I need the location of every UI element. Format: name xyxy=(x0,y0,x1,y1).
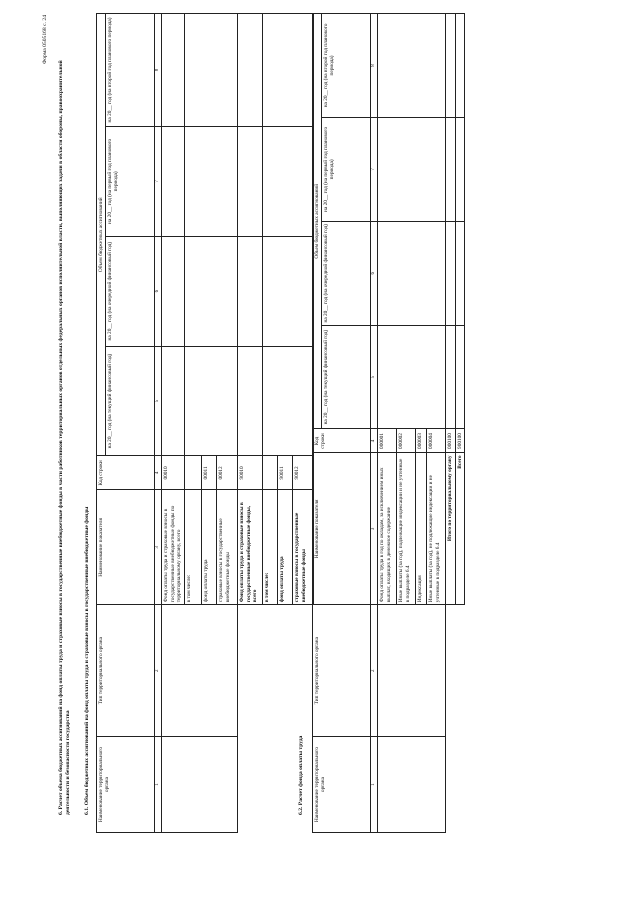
total-all-label: Всего xyxy=(455,453,464,605)
header-group: Объем бюджетных ассигнований xyxy=(313,14,322,430)
value-cell[interactable] xyxy=(238,236,263,346)
col-number: 3 xyxy=(155,490,162,605)
value-cell[interactable] xyxy=(238,126,263,236)
col-number: 5 xyxy=(371,325,378,429)
territorial-body-cell[interactable] xyxy=(162,737,238,833)
table-row-label: в том числе: xyxy=(263,490,278,605)
value-cell[interactable] xyxy=(238,14,263,127)
form-number: Форма 0505168 с. 24 xyxy=(42,15,48,65)
header-col3: Наименование показателя xyxy=(313,453,371,605)
total-territorial-label: Итого по территориальному органу xyxy=(446,453,455,605)
table-row-label: Индексация xyxy=(416,453,427,605)
col-number: 8 xyxy=(371,14,378,118)
table-row-label: фонд оплаты труда xyxy=(278,490,293,605)
header-col5: на 20__ год (на текущий финансовый год) xyxy=(322,325,371,429)
table-row-label: в том числе: xyxy=(185,490,202,605)
value-cell[interactable] xyxy=(162,346,185,456)
table-row-label: Иные выплаты (за год), подлежащие индексации и не учтенные в подразделе 6.4 xyxy=(397,453,416,605)
value-cell[interactable] xyxy=(263,236,314,346)
header-col3: Наименование показателя xyxy=(97,490,155,605)
header-col7: на 20__ год (на первый год планового периода) xyxy=(322,117,371,221)
header-col2: Тип территориального органа xyxy=(97,605,155,737)
header-col4: Код строки xyxy=(313,429,371,453)
table-row-code: 90010 xyxy=(238,456,263,490)
table-row-code xyxy=(185,456,202,490)
value-cell[interactable] xyxy=(455,14,464,118)
value-cell[interactable] xyxy=(455,221,464,325)
table-row-label: Иные выплаты (за год), не подлежащие индексации и не учтенные в подразделе 6.4 xyxy=(427,453,446,605)
col-number: 2 xyxy=(371,605,378,737)
col-number: 3 xyxy=(371,453,378,605)
col-number: 4 xyxy=(371,429,378,453)
value-cell[interactable] xyxy=(162,236,185,346)
value-cell[interactable] xyxy=(378,325,446,429)
col-number: 7 xyxy=(371,117,378,221)
value-cell[interactable] xyxy=(185,14,238,127)
header-col5: на 20__ год (на текущий финансовый год) xyxy=(106,346,155,456)
col-number: 5 xyxy=(155,346,162,456)
value-cell[interactable] xyxy=(162,126,185,236)
section-6-title: 6. Расчет объема бюджетных ассигнований на фонд оплаты труда и страховые взносы в государственные внебюджетные фонды в части работников территориальных органов отдельных федеральных органов исполнительной власти, выполняющих задачи в области обороны, правоохранительной деятельности и безопасности государства xyxy=(58,60,71,815)
col-number: 4 xyxy=(155,456,162,490)
value-cell[interactable] xyxy=(446,117,455,221)
header-col1: Наименование территориального органа xyxy=(313,737,371,833)
table-row-label: Фонд оплаты труда в год по окладам, за исключением иных выплат, входящих в денежное содержание xyxy=(378,453,397,605)
value-cell[interactable] xyxy=(455,117,464,221)
value-cell[interactable] xyxy=(162,14,185,127)
total-all-code: 900100 xyxy=(455,429,464,453)
table-row-label: Фонд оплаты труда и страховые взносы в государственные внебюджетные фонды, всего xyxy=(238,490,263,605)
territorial-body-cell[interactable] xyxy=(378,737,446,833)
table-row-code: 000003 xyxy=(416,429,427,453)
col-number: 1 xyxy=(371,737,378,833)
col-number: 6 xyxy=(155,236,162,346)
value-cell[interactable] xyxy=(455,325,464,429)
value-cell[interactable] xyxy=(378,117,446,221)
value-cell[interactable] xyxy=(238,346,263,456)
table-row-code xyxy=(263,456,278,490)
value-cell[interactable] xyxy=(185,346,238,456)
section-6-1-subtitle: 6.1. Объем бюджетных ассигнований на фонд оплаты труда и страховые взносы в государственные внебюджетные фонды xyxy=(84,506,90,815)
header-col2: Тип территориального органа xyxy=(313,605,371,737)
value-cell[interactable] xyxy=(446,221,455,325)
col-number: 8 xyxy=(155,14,162,127)
table-row-code: 000004 xyxy=(427,429,446,453)
header-col7: на 20__ год (на первый год планового периода) xyxy=(106,126,155,236)
header-col8: на 20__ год (на второй год планового периода) xyxy=(322,14,371,118)
table-row-code: 00011 xyxy=(202,456,217,490)
col-number: 6 xyxy=(371,221,378,325)
table-6-1 xyxy=(96,13,314,833)
table-row-code: 90012 xyxy=(293,456,314,490)
header-col8: на 20__ год (на второй год планового периода) xyxy=(106,14,155,127)
header-group: Объем бюджетных ассигнований xyxy=(97,14,106,456)
total-territorial-code: 000100 xyxy=(446,429,455,453)
value-cell[interactable] xyxy=(263,346,314,456)
value-cell[interactable] xyxy=(446,325,455,429)
table-row-label: страховые взносы в государственные внебюджетные фонды xyxy=(217,490,238,605)
col-number: 7 xyxy=(155,126,162,236)
value-cell[interactable] xyxy=(378,14,446,118)
territorial-type-cell[interactable] xyxy=(162,605,238,737)
table-row-code: 000002 xyxy=(397,429,416,453)
value-cell[interactable] xyxy=(446,14,455,118)
header-col6: на 20__ год (на очередной финансовый год) xyxy=(322,221,371,325)
col-number: 1 xyxy=(155,737,162,833)
table-row-label: фонд оплаты труда xyxy=(202,490,217,605)
header-col6: на 20__ год (на очередной финансовый год) xyxy=(106,236,155,346)
section-6-2-title: 6.2. Расчет фонда оплаты труда xyxy=(298,735,304,815)
value-cell[interactable] xyxy=(185,126,238,236)
table-row-code: 00010 xyxy=(162,456,185,490)
header-col4: Код строки xyxy=(97,456,155,490)
table-row-label: страховые взносы в государственные внебюджетные фонды xyxy=(293,490,314,605)
header-col1: Наименование территориального органа xyxy=(97,737,155,833)
value-cell[interactable] xyxy=(263,126,314,236)
table-row-code: 00012 xyxy=(217,456,238,490)
table-row-code: 90011 xyxy=(278,456,293,490)
col-number: 2 xyxy=(155,605,162,737)
table-6-2 xyxy=(312,13,465,833)
value-cell[interactable] xyxy=(378,221,446,325)
value-cell[interactable] xyxy=(185,236,238,346)
value-cell[interactable] xyxy=(263,14,314,127)
territorial-type-cell[interactable] xyxy=(378,605,446,737)
table-row-label: Фонд оплаты труда и страховые взносы в государственные внебюджетные фонды по территориальному органу, всего xyxy=(162,490,185,605)
table-row-code: 000001 xyxy=(378,429,397,453)
